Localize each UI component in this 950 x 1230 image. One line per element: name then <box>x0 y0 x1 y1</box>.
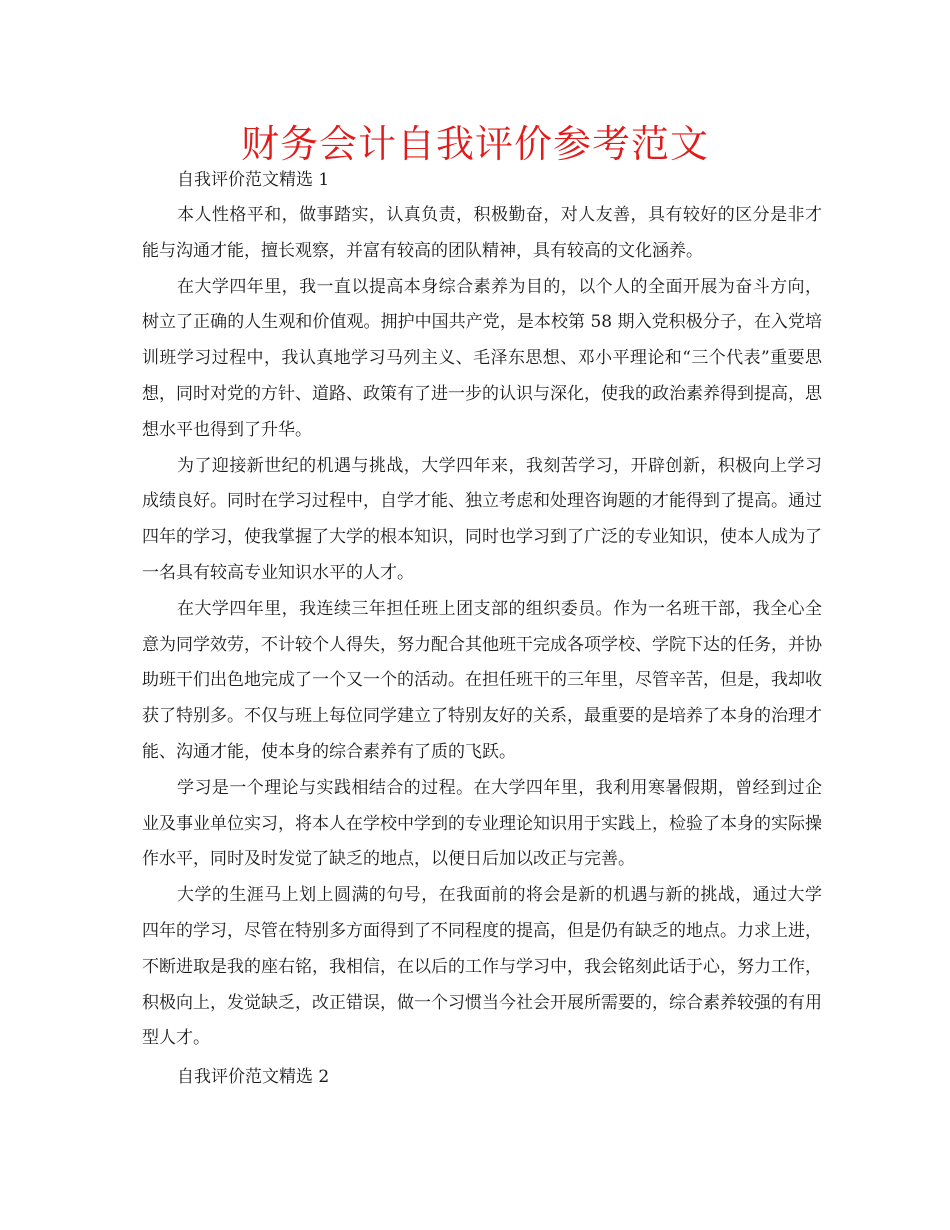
paragraph: 为了迎接新世纪的机遇与挑战，大学四年来，我刻苦学习，开辟创新，积极向上学习成绩良好。同时在学习过程中，自学才能、独立考虑和处理咨询题的才能得到了提高。通过四年的学习，使我掌握了大学的根本知识，同时也学习到了广泛的专业知识，使本人成为了一名具有较高专业知识水平的人才。 <box>142 455 822 583</box>
document-title: 财务会计自我评价参考范文 <box>240 122 709 166</box>
paragraph: 本人性格平和，做事踏实，认真负责，积极勤奋，对人友善，具有较好的区分是非才能与沟通才能，擅长观察，并富有较高的团队精神，具有较高的文化涵养。 <box>142 205 822 261</box>
document-body <box>142 164 822 1093</box>
section-heading: 自我评价范文精选 2 <box>177 1067 330 1088</box>
paragraph: 在大学四年里，我连续三年担任班上团支部的组织委员。作为一名班干部，我全心全意为同学效劳，不计较个人得失，努力配合其他班干完成各项学校、学院下达的任务，并协助班干们出色地完成了一个又一个的活动。在担任班干的三年里，尽管辛苦，但是，我却收获了特别多。不仅与班上每位同学建立了特别友好的关系，最重要的是培养了本身的治理才能、沟通才能，使本身的综合素养有了质的飞跃。 <box>142 598 822 762</box>
paragraph: 在大学四年里，我一直以提高本身综合素养为目的，以个人的全面开展为奋斗方向，树立了正确的人生观和价值观。拥护中国共产党，是本校第 58 期入党积极分子，在入党培训班学习过程中，我认真地学习马列主义、毛泽东思想、邓小平理论和“三个代表”重要思想，同时对党的方针、道路、政策有了进一步的认识与深化，使我的政治素养得到提高，思想水平也得到了升华。 <box>142 276 822 440</box>
paragraph: 大学的生涯马上划上圆满的句号，在我面前的将会是新的机遇与新的挑战，通过大学四年的学习，尽管在特别多方面得到了不同程度的提高，但是仍有缺乏的地点。力求上进，不断进取是我的座右铭，我相信，在以后的工作与学习中，我会铭刻此话于心，努力工作，积极向上，发觉缺乏，改正错误，做一个习惯当今社会开展所需要的，综合素养较强的有用型人才。 <box>142 885 822 1049</box>
paragraph: 学习是一个理论与实践相结合的过程。在大学四年里，我利用寒暑假期，曾经到过企业及事业单位实习，将本人在学校中学到的专业理论知识用于实践上，检验了本身的实际操作水平，同时及时发觉了缺乏的地点，以便日后加以改正与完善。 <box>142 777 822 870</box>
section-heading: 自我评价范文精选 1 <box>177 170 330 190</box>
